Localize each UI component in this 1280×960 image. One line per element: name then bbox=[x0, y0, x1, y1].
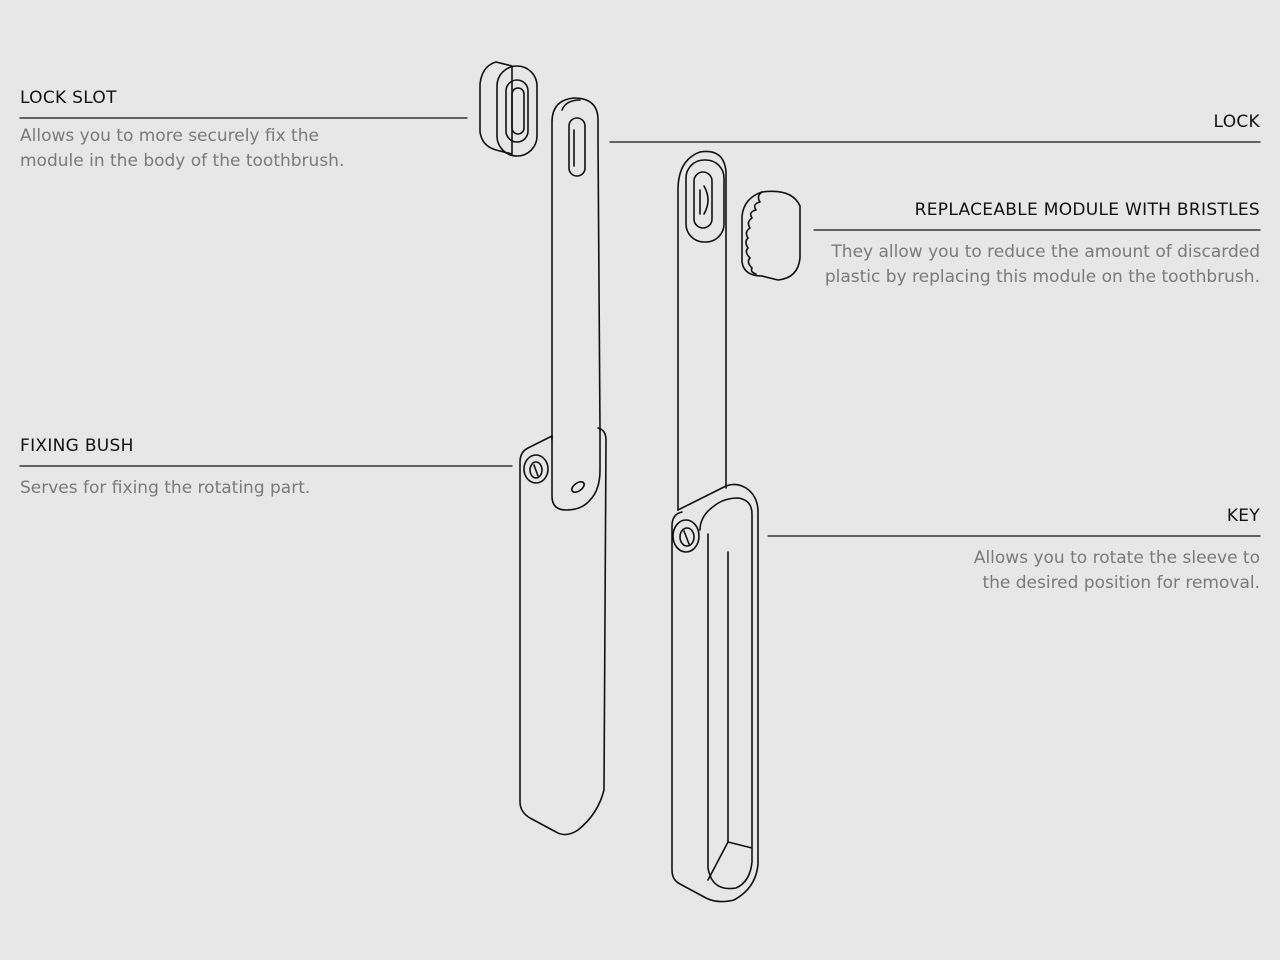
left-brush-neck bbox=[552, 98, 600, 440]
key-desc-line-1: Allows you to rotate the sleeve to bbox=[973, 548, 1260, 568]
module-desc-line-2: plastic by replacing this module on the toothbrush. bbox=[824, 267, 1260, 287]
lock-slot-title: LOCK SLOT bbox=[20, 88, 117, 108]
module-description bbox=[825, 240, 1260, 290]
fixing-bush-desc-line-1: Serves for fixing the rotating part. bbox=[20, 478, 311, 498]
right-brush-key-frame bbox=[672, 484, 758, 901]
lock-slot-desc-line-2: module in the body of the toothbrush. bbox=[20, 151, 345, 171]
left-brush-handle bbox=[520, 428, 606, 835]
module-title: REPLACEABLE MODULE WITH BRISTLES bbox=[914, 200, 1260, 220]
lock-title: LOCK bbox=[1213, 112, 1260, 132]
key-description bbox=[974, 546, 1260, 596]
lock-slot-part bbox=[480, 62, 537, 156]
lock-slot-description bbox=[20, 124, 344, 174]
module-desc-line-1: They allow you to reduce the amount of discarded bbox=[831, 242, 1260, 262]
bristle-module-part bbox=[742, 191, 800, 280]
key-title: KEY bbox=[1226, 506, 1260, 526]
right-brush-neck bbox=[678, 151, 726, 510]
fixing-bush-title: FIXING BUSH bbox=[20, 436, 134, 456]
lock-slot-desc-line-1: Allows you to more securely fix the bbox=[20, 126, 319, 146]
fixing-bush-description bbox=[20, 476, 310, 501]
leader-lines bbox=[20, 118, 1260, 536]
key-desc-line-2: the desired position for removal. bbox=[982, 573, 1260, 593]
